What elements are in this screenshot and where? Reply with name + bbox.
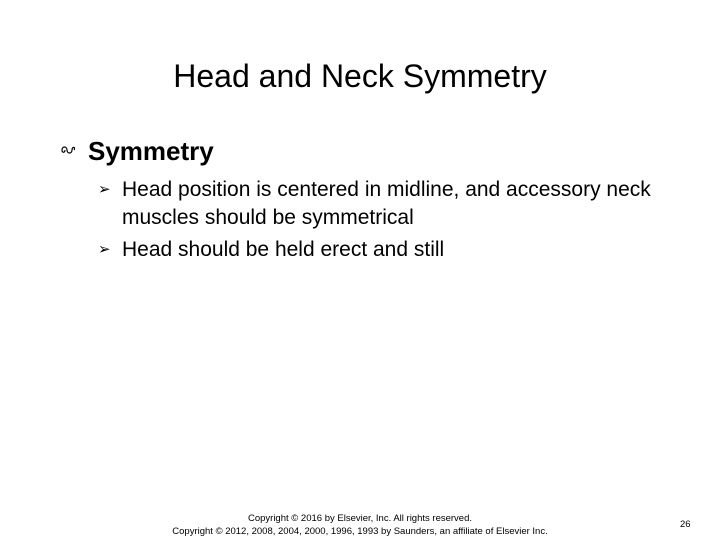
arrow-bullet-icon: ➢	[98, 241, 111, 258]
subbullet-text: Head should be held erect and still	[122, 238, 445, 261]
subbullet-item	[98, 176, 698, 232]
page-number: 26	[680, 519, 691, 530]
copyright-line: Copyright © 2012, 2008, 2004, 2000, 1996, 1993 by Saunders, an affiliate of Elsevier Inc.	[172, 526, 548, 537]
subbullet-list	[98, 176, 698, 268]
slide-title: Head and Neck Symmetry	[173, 58, 547, 94]
copyright-footer	[120, 512, 600, 538]
bullet-symmetry	[60, 136, 214, 166]
subbullet-text: Head position is centered in midline, and accessory neck muscles should be symmetrical	[122, 178, 651, 229]
scroll-bullet-icon	[60, 137, 88, 165]
subbullet-item	[98, 236, 698, 264]
copyright-line: Copyright © 2016 by Elsevier, Inc. All rights reserved.	[247, 513, 473, 524]
bullet-text: Symmetry	[88, 136, 214, 166]
arrow-bullet-icon: ➢	[98, 181, 111, 198]
